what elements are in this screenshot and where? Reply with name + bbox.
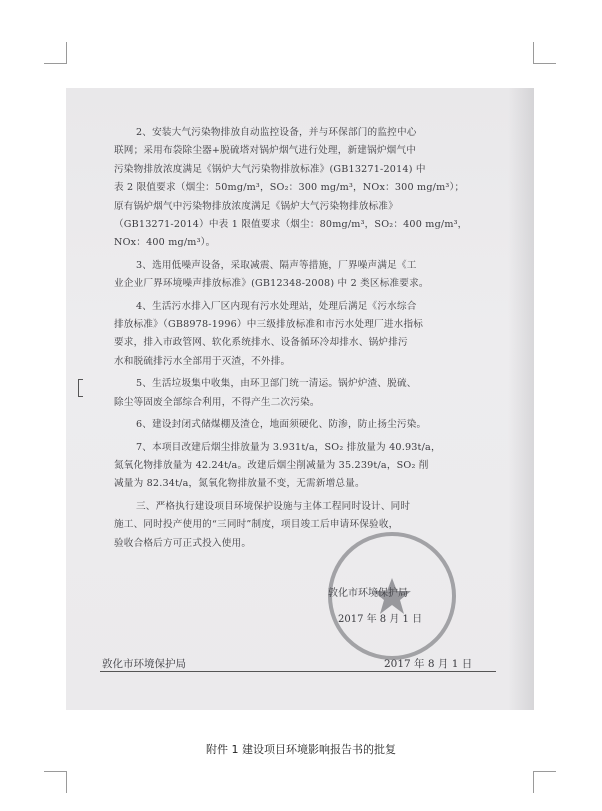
crop-mark-bl-h bbox=[44, 771, 66, 772]
crop-mark-br-h bbox=[534, 771, 556, 772]
paragraph-item-5: 5、生活垃圾集中收集，由环卫部门统一清运。锅炉炉渣、脱硫、 除尘等固废全部综合利用，不得产生二次污染。 bbox=[114, 378, 417, 408]
paragraph-item-4: 4、生活污水排入厂区内现有污水处理站，处理后满足《污水综合 排放标准》（GB8978-1996）中三级排放标准和市污水处理厂进水指标 要求，排入市政管网、软化系统排水、设备循环冷却排水、锅炉排污 水和脱硫排污水全部用于灭渣，不外排。 bbox=[114, 300, 424, 367]
signature-date: 2017 年 8 月 1 日 bbox=[338, 614, 423, 625]
paragraph-item-7: 7、本项目改建后烟尘排放量为 3.931t/a，SO₂ 排放量为 40.93t/a， 氮氧化物排放量为 42.24t/a。改建后烟尘削减量为 35.239t/a，SO₂ 削 减量为 82.34t/a，氮氧化物排放量不变，无需新增总量。 bbox=[114, 441, 441, 490]
margin-bracket-mark bbox=[78, 379, 83, 397]
paragraph-item-6: 6、建设封闭式储煤棚及渣仓，地面须硬化、防渗，防止扬尘污染。 bbox=[136, 419, 427, 431]
crop-mark-tl-h bbox=[44, 63, 66, 64]
crop-mark-bl-v bbox=[66, 771, 67, 793]
crop-mark-tl-v bbox=[66, 42, 67, 64]
footer-date: 2017 年 8 月 1 日 bbox=[384, 658, 473, 670]
approval-body-text bbox=[114, 124, 500, 553]
footer-organization: 敦化市环境保护局 bbox=[102, 658, 186, 670]
figure-caption: 附件 1 建设项目环境影响报告书的批复 bbox=[206, 743, 396, 756]
crop-mark-tr-h bbox=[534, 63, 556, 64]
footer-divider bbox=[100, 671, 496, 672]
scanned-approval-photo bbox=[66, 88, 534, 710]
signature-organization: 敦化市环境保护局 bbox=[328, 588, 408, 599]
crop-mark-br-v bbox=[533, 771, 534, 793]
paragraph-item-2: 2、安装大气污染物排放自动监控设备，并与环保部门的监控中心 联网；采用布袋除尘器+脱硫塔对锅炉烟气进行处理，新建锅炉烟气中 污染物排放浓度满足《锅炉大气污染物排放标准》(GB13271-2014) 中 表 2 限值要求（烟尘：50mg/m³，SO₂：300 mg/m³，NOx：300 mg/m³）； 原有锅炉烟气中污染物排放浓度满足《锅炉大气污染物排放标准》 （GB13271-2014）中表 1 限值要求（烟尘：80mg/m³，SO₂：400 mg/m³， NOx：400 mg/m³）。 bbox=[114, 127, 468, 249]
paragraph-section-3: 三、严格执行建设项目环境保护设施与主体工程同时设计、同时 施工、同时投产使用的“三同时”制度，项目竣工后申请环保验收， 验收合格后方可正式投入使用。 bbox=[114, 500, 411, 549]
crop-mark-tr-v bbox=[533, 42, 534, 64]
paragraph-item-3: 3、选用低噪声设备，采取减震、隔声等措施，厂界噪声满足《工 业企业厂界环境噪声排放标准》(GB12348-2008) 中 2 类区标准要求。 bbox=[114, 259, 429, 290]
